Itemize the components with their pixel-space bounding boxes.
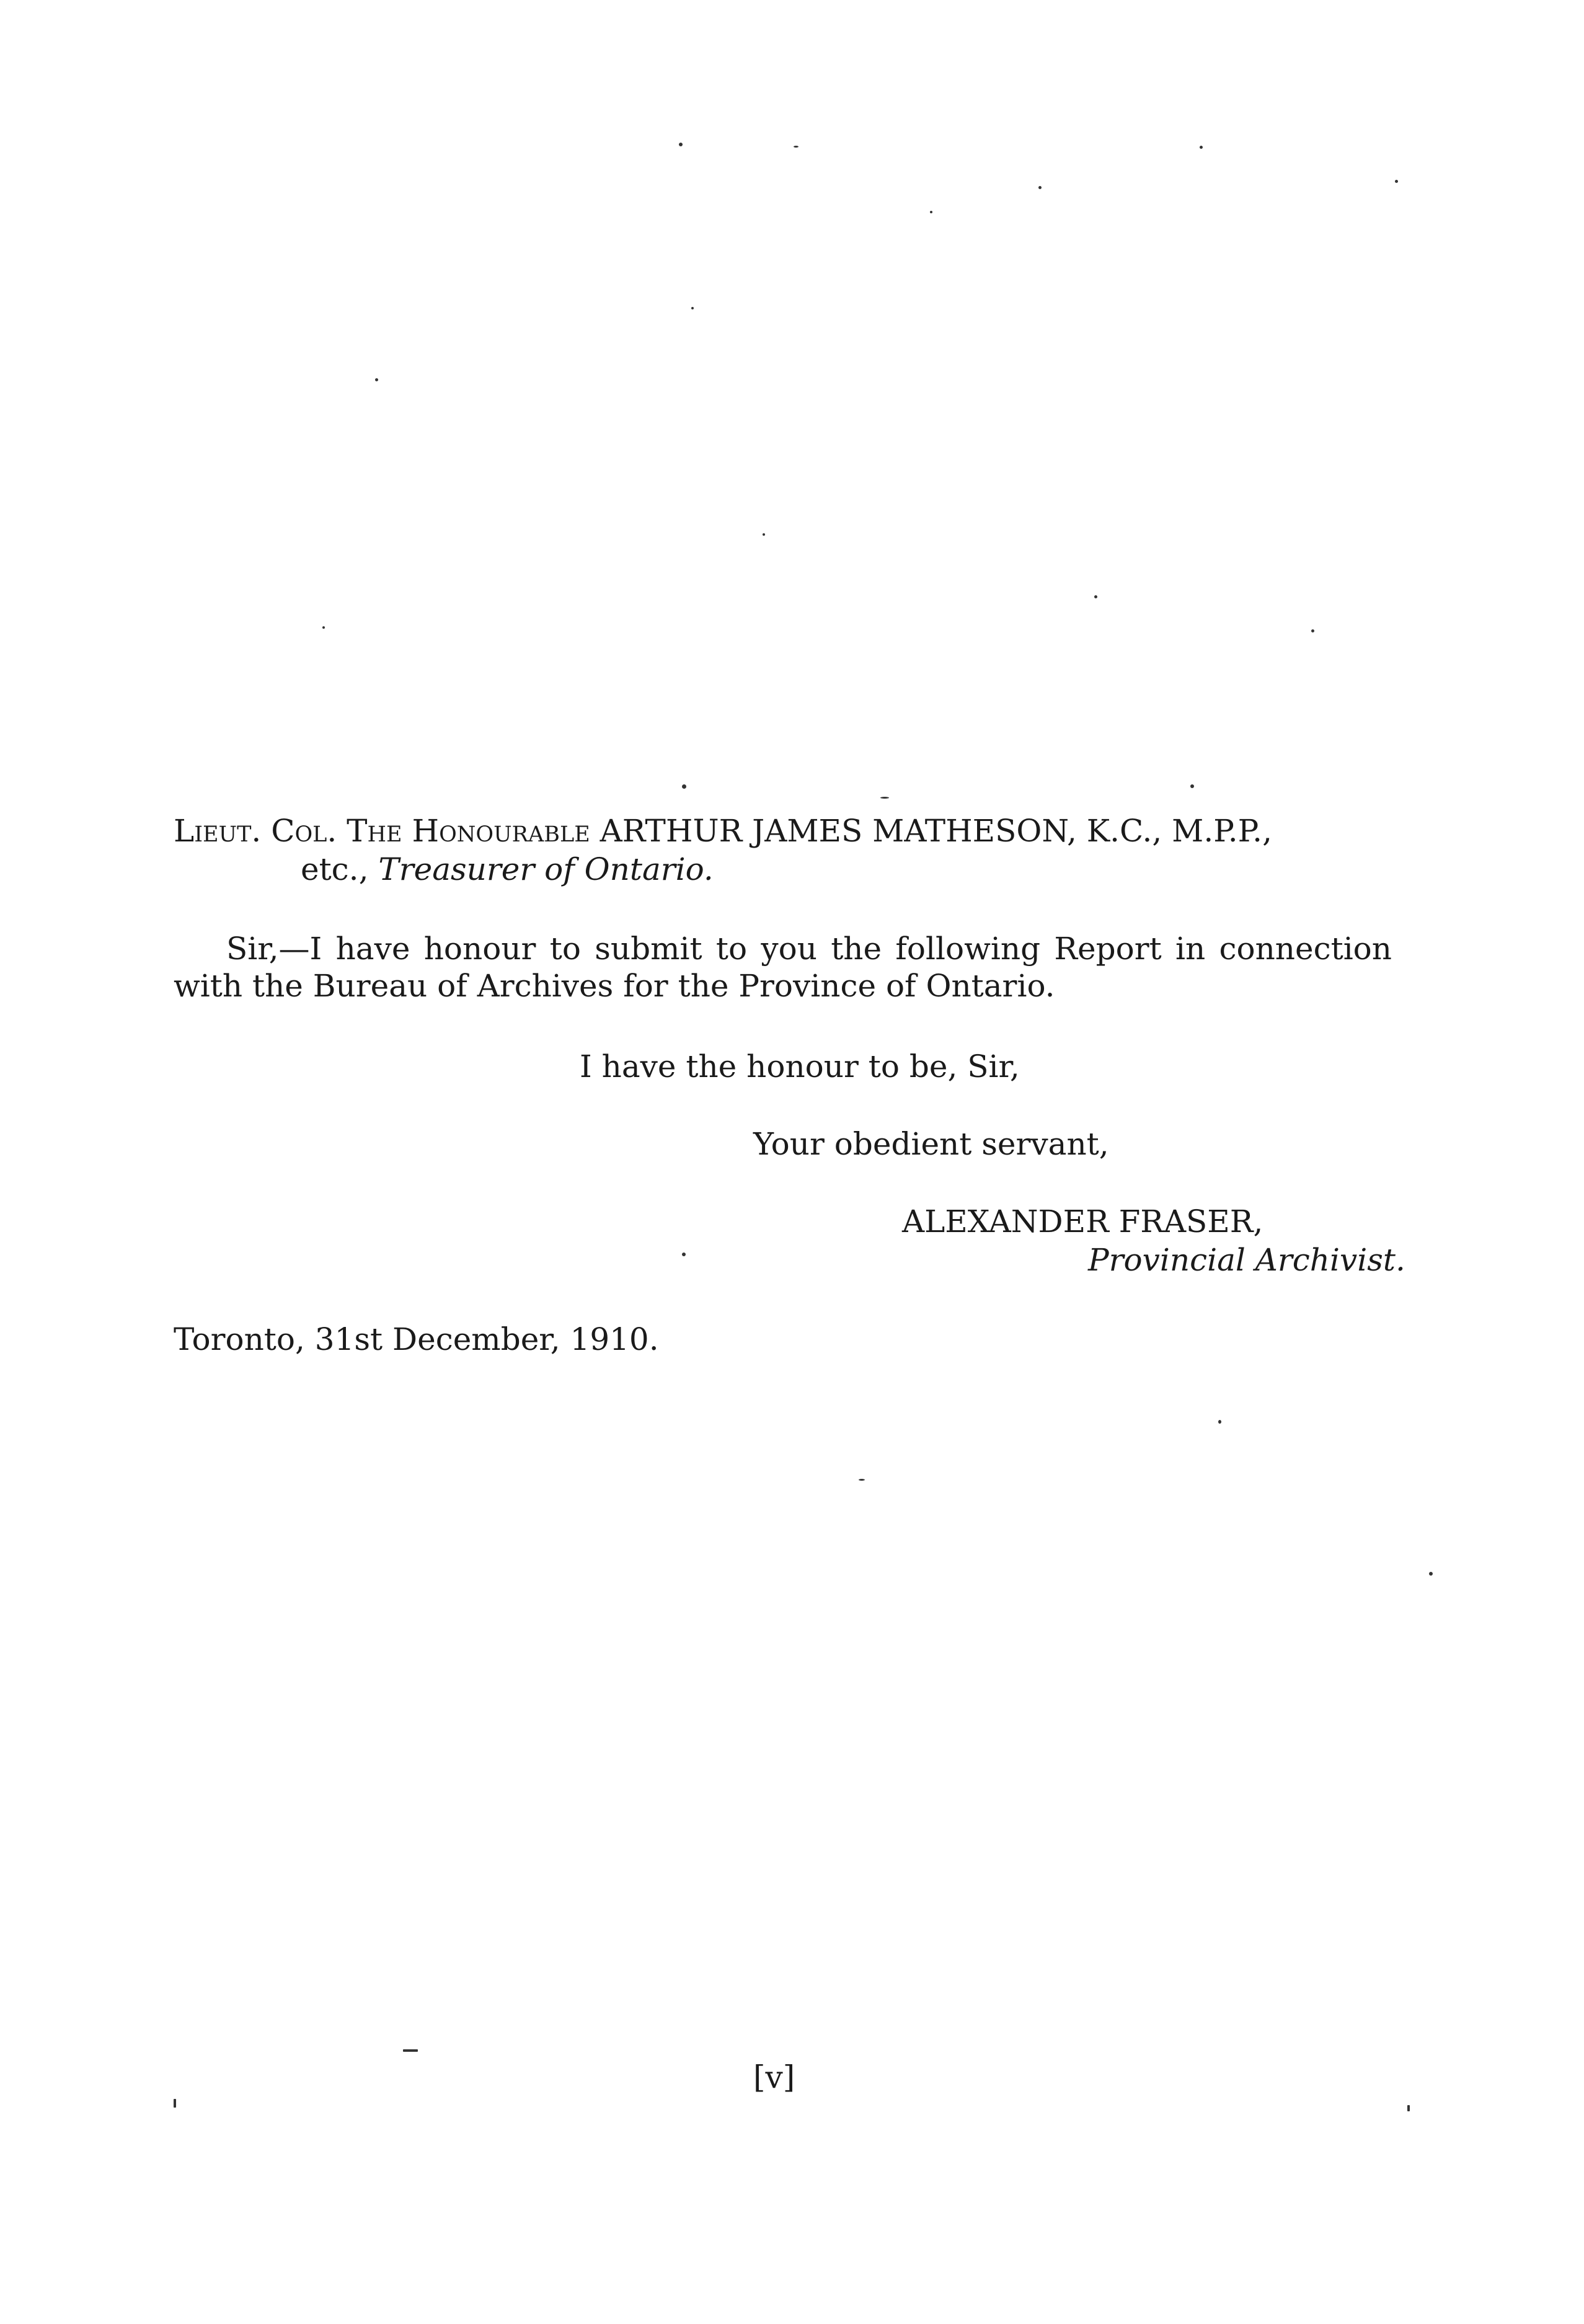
scan-speck xyxy=(794,146,799,148)
scan-speck xyxy=(1200,146,1203,149)
body-paragraph-line-2: with the Bureau of Archives for the Province of Ontario. xyxy=(174,968,1055,1004)
date-line: Toronto, 31st December, 1910. xyxy=(174,1321,659,1357)
addressee-name: ARTHUR JAMES MATHESON, K.C., M.P.P., xyxy=(590,813,1272,849)
scan-speck xyxy=(682,1253,686,1256)
scan-speck xyxy=(1038,186,1042,189)
scan-speck xyxy=(691,307,694,309)
addressee-line xyxy=(174,812,1272,849)
addressee-prefix: Lieut. Col. The Honourable xyxy=(174,813,590,849)
scan-speck xyxy=(375,378,378,381)
scan-speck xyxy=(1094,595,1097,598)
scan-speck xyxy=(763,533,765,536)
scan-speck xyxy=(1395,180,1398,183)
signature-name: ALEXANDER FRASER, xyxy=(902,1204,1263,1240)
signature-title: Provincial Archivist. xyxy=(1088,1242,1405,1278)
scan-speck xyxy=(322,626,325,629)
scan-speck xyxy=(1429,1572,1433,1576)
closing-line-1: I have the honour to be, Sir, xyxy=(580,1049,1020,1084)
scan-speck xyxy=(679,143,683,146)
page-number: [v] xyxy=(753,2059,795,2095)
body-paragraph-line-1: Sir,—I have honour to submit to you the following Report in connection xyxy=(226,931,1392,967)
scan-speck xyxy=(682,784,686,789)
addressee-title: Treasurer of Ontario. xyxy=(378,851,714,887)
scan-speck xyxy=(1190,784,1194,788)
scan-speck xyxy=(930,211,932,213)
scan-speck xyxy=(1218,1420,1221,1424)
scan-speck xyxy=(174,2099,176,2108)
scan-speck xyxy=(1311,629,1314,632)
closing-line-2: Your obedient servant, xyxy=(753,1126,1109,1162)
scan-speck xyxy=(880,797,889,799)
scan-speck xyxy=(859,1479,865,1481)
addressee-title-line xyxy=(301,851,714,888)
scan-speck xyxy=(403,2049,418,2052)
scan-speck xyxy=(1407,2105,1410,2111)
addressee-title-prefix: etc., xyxy=(301,851,379,887)
